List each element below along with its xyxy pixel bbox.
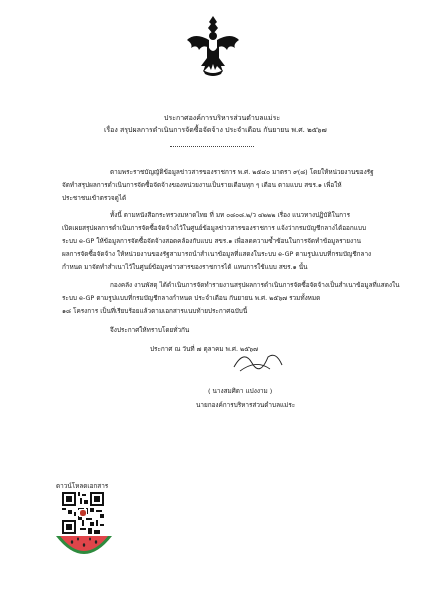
paragraph-2-line-4: ผลการจัดซื้อจัดจ้าง ให้หน่วยงานของรัฐสามารถนำสำเนาข้อมูลที่แสดงในระบบ e-GP ตามรูปแบบที่กรมบัญชีกลาง	[62, 250, 372, 258]
paragraph-1-line-3: ประชาชนเข้าตรวจดูได้	[62, 194, 127, 202]
paragraph-2-line-3: ระบบ e-GP ให้ข้อมูลการจัดซื้อจัดจ้างสอดคล้องกับแบบ สขร.๑ เพื่อลดความซ้ำซ้อนในการจัดทำข้อมูลรายงาน	[62, 237, 362, 245]
announcement-date: ประกาศ ณ วันที่ ๗ ตุลาคม พ.ศ. ๒๕๖๗	[150, 345, 258, 353]
paragraph-3-line-1: กองคลัง งานพัสดุ ได้ดำเนินการจัดทำรายงานสรุปผลการดำเนินการจัดซื้อจัดจ้างเป็นสำเนาข้อมูลที่แสดงใน	[110, 281, 400, 289]
paragraph-3-line-3: ๑๘ โครงการ เป็นที่เรียบร้อยแล้วตามเอกสารแนบท้ายประกาศฉบับนี้	[62, 307, 248, 315]
paragraph-1-line-2: จัดทำสรุปผลการดำเนินการจัดซื้อจัดจ้างของหน่วยงานเป็นรายเดือนทุก ๆ เดือน ตามแบบ สขร.๑ เพื่อให้	[62, 181, 342, 189]
paragraph-1-line-1: ตามพระราชบัญญัติข้อมูลข่าวสารของราชการ พ.ศ. ๒๕๔๐ มาตรา ๙(๘) โดยให้หน่วยงานของรัฐ	[110, 168, 374, 176]
title-divider	[170, 146, 254, 147]
announcement-subject: เรื่อง สรุปผลการดำเนินการจัดซื้อจัดจ้าง ประจำเดือน กันยายน พ.ศ. ๒๕๖๗	[104, 126, 327, 134]
garuda-emblem-icon	[185, 14, 241, 78]
paragraph-2-line-2: เปิดเผยสรุปผลการดำเนินการจัดซื้อจัดจ้างไว้ในศูนย์ข้อมูลข่าวสารของราชการ แจ้งว่ากรมบัญชีกลางได้ออกแบบ	[62, 224, 366, 232]
download-caption: ดาวน์โหลดเอกสาร	[56, 482, 109, 490]
paragraph-2-line-1: ทั้งนี้ ตามหนังสือกระทรวงมหาดไทย ที่ มท ๐๘๐๘.๒/ว ๔๒๒๒ เรื่อง แนวทางปฏิบัติในการ	[110, 211, 351, 219]
closing-line: จึงประกาศให้ทราบโดยทั่วกัน	[110, 326, 190, 334]
signatory-position: นายกองค์การบริหารส่วนตำบลแม่ระ	[196, 401, 296, 409]
paragraph-2-line-5: กำหนด มาจัดทำสำเนาไว้ในศูนย์ข้อมูลข่าวสารของราชการได้ แทนการใช้แบบ สขร.๑ นั้น	[62, 263, 308, 271]
paragraph-3-line-2: ระบบ e-GP ตามรูปแบบที่กรมบัญชีกลางกำหนด ประจำเดือน กันยายน พ.ศ. ๒๕๖๗ รวมทั้งหมด	[62, 294, 321, 302]
announcement-title: ประกาศองค์การบริหารส่วนตำบลแม่ระ	[164, 114, 281, 122]
qr-code-icon[interactable]	[62, 492, 104, 534]
signature-scribble	[230, 345, 290, 375]
watermelon-icon	[54, 532, 114, 562]
signatory-name: ( นางสมศิดา แปงงาม )	[208, 387, 273, 395]
